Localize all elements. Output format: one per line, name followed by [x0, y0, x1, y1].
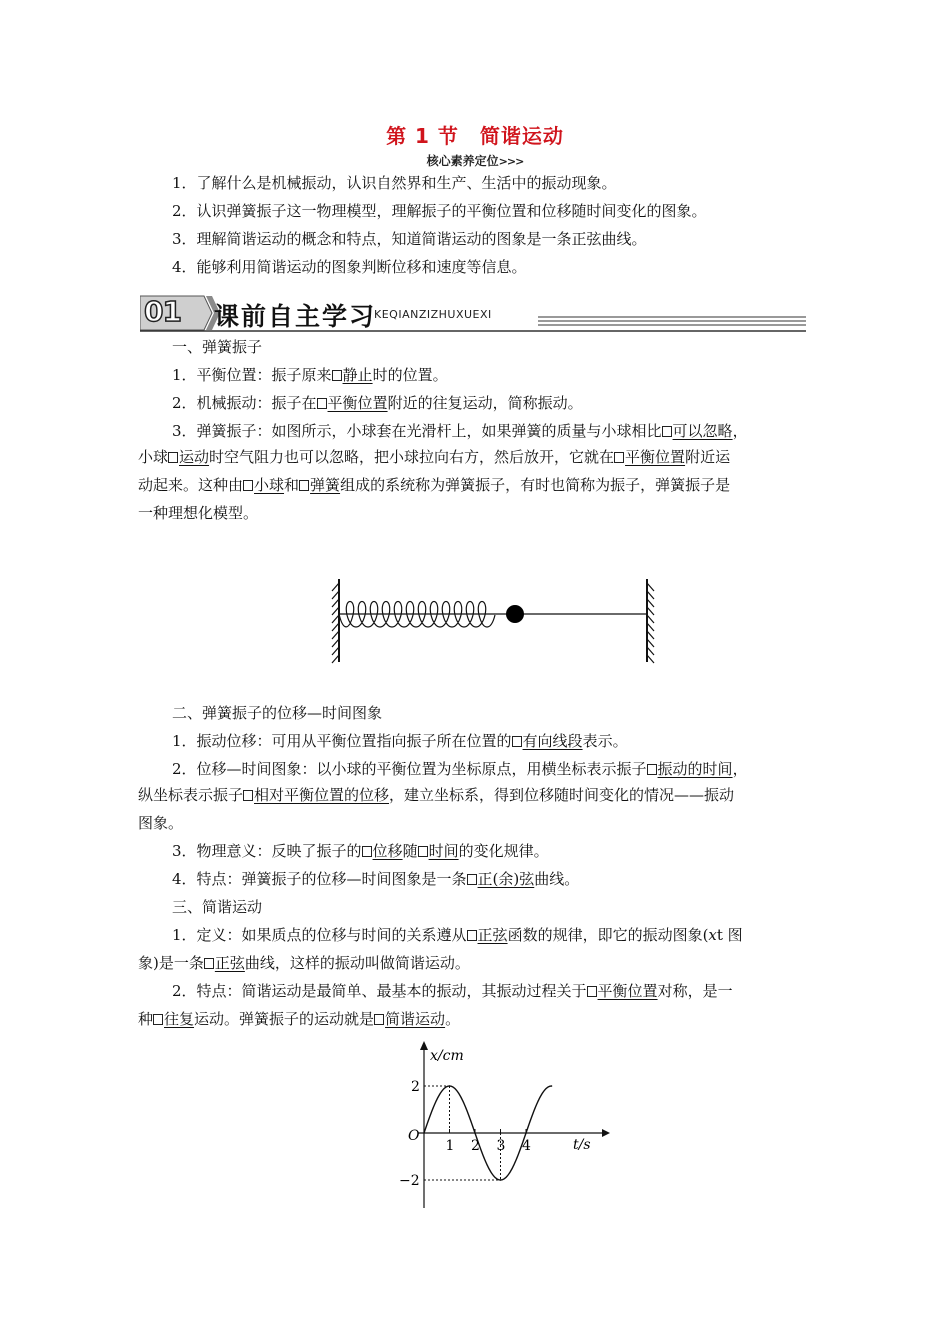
sine-chart — [370, 1036, 610, 1211]
answer-box-icon — [418, 846, 428, 857]
x-tick-label: 4 — [522, 1138, 531, 1154]
answer-box-icon — [299, 480, 309, 491]
part3-line-3: 2．特点：简谐运动是最简单、最基本的振动，其振动过程关于 平衡位置对称，是一 — [172, 982, 733, 1000]
data-point — [423, 1132, 425, 1134]
x-axis-arrow-icon — [602, 1129, 610, 1137]
answer-box-icon — [467, 930, 477, 941]
part1-line-1: 1．平衡位置：振子原来 静止时的位置。 — [172, 366, 448, 384]
answer-box-icon — [374, 1014, 384, 1025]
objective-1: 1．了解什么是机械振动，认识自然界和生产、生活中的振动现象。 — [172, 174, 617, 192]
answer-box-icon — [512, 736, 522, 747]
section-banner — [140, 293, 808, 333]
section-pinyin: KEQIANZIZHUXUEXI — [374, 308, 492, 321]
part1-line-3: 3．弹簧振子：如图所示，小球套在光滑杆上，如果弹簧的质量与小球相比 可以忽略， — [172, 422, 748, 440]
part1-line-2: 2．机械振动：振子在 平衡位置附近的往复运动，简称振动。 — [172, 394, 583, 412]
core-literacy-heading — [0, 152, 950, 169]
part2-line-4: 图象。 — [138, 814, 184, 832]
oscillator-ball — [506, 605, 524, 623]
answer-box-icon — [153, 1014, 163, 1025]
part2-line-3: 纵坐标表示振子 相对平衡位置的位移，建立坐标系，得到位移随时间变化的情况——振动 — [138, 786, 735, 804]
answer-box-icon — [332, 370, 342, 381]
x-axis-label: t/s — [573, 1137, 591, 1153]
part3-line-2: 象)是一条 正弦曲线，这样的振动叫做简谐运动。 — [138, 954, 470, 972]
y-tick-label: −2 — [399, 1173, 420, 1189]
part3-heading: 三、简谐运动 — [172, 898, 263, 916]
section-title: 课前自主学习 — [214, 302, 377, 331]
part2-line-1: 1．振动位移：可用从平衡位置指向振子所在位置的 有向线段表示。 — [172, 732, 628, 750]
answer-box-icon — [587, 986, 597, 997]
answer-box-icon — [362, 846, 372, 857]
x-tick-label: 2 — [471, 1138, 480, 1154]
answer-box-icon — [243, 790, 253, 801]
part2-line-5: 3．物理意义：反映了振子的 位移随 时间的变化规律。 — [172, 842, 549, 860]
data-point — [551, 1085, 553, 1087]
part2-line-2: 2．位移—时间图象：以小球的平衡位置为坐标原点，用横坐标表示振子 振动的时间， — [172, 760, 748, 778]
page-title: 第 1 节 简谐运动 — [386, 124, 564, 148]
x-tick-label: 3 — [496, 1138, 506, 1154]
answer-box-icon — [647, 764, 657, 775]
data-point — [449, 1085, 451, 1087]
part1-heading: 一、弹簧振子 — [172, 338, 263, 356]
arrows-icon: >>> — [498, 155, 524, 168]
part1-line-5: 动起来。这种由 小球和 弹簧组成的系统称为弹簧振子，有时也简称为振子，弹簧振子是 — [138, 476, 731, 494]
part2-heading: 二、弹簧振子的位移—时间图象 — [172, 704, 383, 722]
section-number: 01 — [144, 295, 181, 328]
y-axis-label: x/cm — [430, 1048, 464, 1064]
answer-box-icon — [168, 452, 178, 463]
part2-line-6: 4．特点：弹簧振子的位移—时间图象是一条 正(余)弦曲线。 — [172, 870, 580, 888]
answer-box-icon — [243, 480, 253, 491]
part3-line-4: 种 往复运动。弹簧振子的运动就是 简谐运动。 — [138, 1010, 461, 1028]
data-point — [500, 1179, 502, 1181]
part1-line-6: 一种理想化模型。 — [138, 504, 259, 522]
objective-4: 4．能够利用简谐运动的图象判断位移和速度等信息。 — [172, 258, 527, 276]
spring-oscillator-figure — [315, 535, 675, 695]
x-tick-label: 1 — [445, 1138, 455, 1154]
part1-line-4: 小球 运动时空气阻力也可以忽略，把小球拉向右方，然后放开，它就在 平衡位置附近运 — [138, 448, 731, 466]
answer-box-icon — [614, 452, 624, 463]
origin-label: O — [408, 1128, 420, 1144]
core-heading-text: 核心素养定位 — [426, 154, 499, 168]
answer-box-icon — [204, 958, 214, 969]
answer-box-icon — [467, 874, 477, 885]
y-axis-arrow-icon — [420, 1041, 428, 1050]
objective-2: 2．认识弹簧振子这一物理模型，理解振子的平衡位置和位移随时间变化的图象。 — [172, 202, 707, 220]
part3-line-1: 1．定义：如果质点的位移与时间的关系遵从 正弦函数的规律，即它的振动图象(xt 图 — [172, 926, 743, 944]
y-tick-label: 2 — [411, 1079, 420, 1095]
objective-3: 3．理解简谐运动的概念和特点，知道简谐运动的图象是一条正弦曲线。 — [172, 230, 647, 248]
answer-box-icon — [317, 398, 327, 409]
answer-box-icon — [662, 426, 672, 437]
